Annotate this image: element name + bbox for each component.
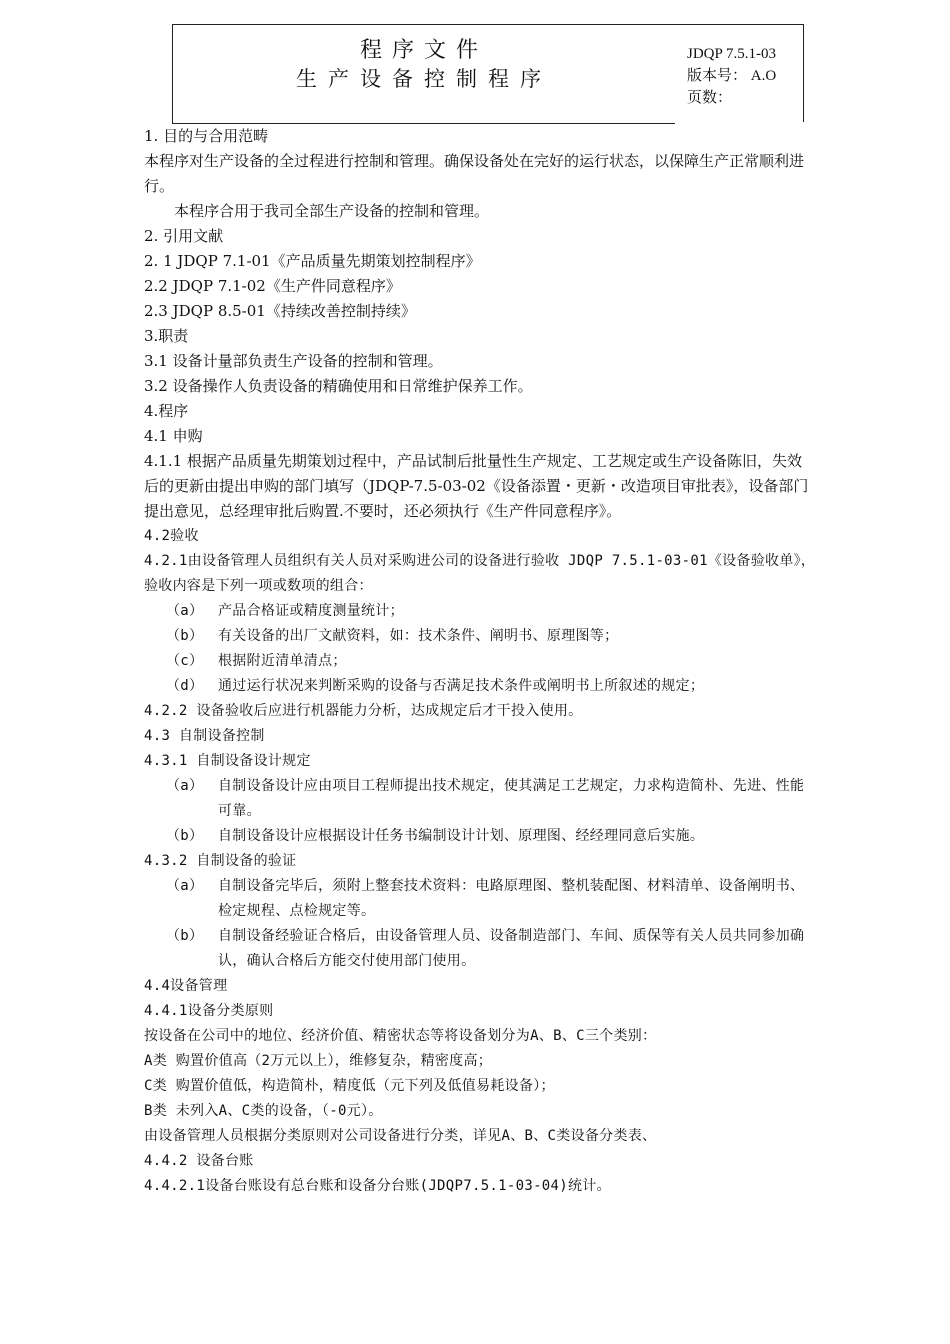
list-marker: （a） [166, 603, 204, 619]
header-meta [687, 43, 776, 109]
paragraph: 本程序对生产设备的全过程进行控制和管理。确保设备处在完好的运行状态，以保障生产正常顺利进行。 [144, 152, 805, 195]
list-text: 有关设备的出厂文献资料，如：技术条件、阐明书、原理图等； [218, 628, 619, 644]
document-body [144, 124, 816, 1199]
list-text: 自制设备经验证合格后，由设备管理人员、设备制造部门、车间、质保等有关人员共同参加确认，确认合格后方能交付使用部门使用。 [218, 928, 805, 969]
list-marker: （b） [166, 628, 204, 644]
paragraph: 由设备管理人员根据分类原则对公司设备进行分类，详见A、B、C类设备分类表、 [144, 1128, 657, 1144]
paragraph: 3.2 设备操作人负责设备的精确使用和日常维护保养工作。 [144, 377, 533, 395]
document-header [172, 24, 804, 124]
page-count: 页数： [687, 90, 733, 106]
reference-item: 2.3 JDQP 8.5-01《持续改善控制持续》 [144, 302, 416, 320]
version-number: 版本号： A.O [687, 68, 777, 84]
list-item [144, 924, 816, 974]
list-item [144, 874, 816, 924]
list-marker: （d） [166, 678, 204, 694]
list-item [144, 774, 816, 824]
list-item [144, 649, 816, 674]
subsection-heading: 4.3.1 自制设备设计规定 [144, 753, 311, 769]
header-subtitle: 生产设备控制程序 [296, 67, 552, 91]
list-text: 产品合格证或精度测量统计； [218, 603, 404, 619]
paragraph: 本程序合用于我司全部生产设备的控制和管理。 [174, 202, 490, 220]
list-text: 根据附近清单清点； [218, 653, 347, 669]
list-marker: （b） [166, 828, 204, 844]
list-item [144, 824, 816, 849]
subsection-heading: 4.4设备管理 [144, 978, 228, 994]
list-text: 自制设备设计应由项目工程师提出技术规定，使其满足工艺规定，力求构造简朴、先进、性能可靠。 [218, 778, 805, 819]
paragraph: 3.1 设备计量部负责生产设备的控制和管理。 [144, 352, 443, 370]
list-text: 自制设备完毕后，须附上整套技术资料：电路原理图、整机装配图、材料清单、设备阐明书、检定规程、点检规定等。 [218, 878, 805, 919]
section-heading: 2. 引用文献 [144, 227, 224, 245]
subsection-heading: 4.3 自制设备控制 [144, 728, 265, 744]
list-text: 通过运行状况来判断采购的设备与否满足技术条件或阐明书上所叙述的规定； [218, 678, 705, 694]
paragraph: 4.1.1 根据产品质量先期策划过程中，产品试制后批量性生产规定、工艺规定或生产设备陈旧，失效后的更新由提出申购的部门填写（JDQP-7.5-03-02《设备添置・更新・改造项目审批表》，设备部门提出意见，总经理审批后购置.不要时，还必须执行《生产件同意程序》。 [144, 452, 809, 520]
subsection-heading: 4.2验收 [144, 528, 199, 544]
list-marker: （b） [166, 928, 204, 944]
paragraph: 4.4.2.1设备台账设有总台账和设备分台账(JDQP7.5.1-03-04)统计。 [144, 1178, 611, 1194]
list-marker: （c） [166, 653, 204, 669]
paragraph: 4.2.2 设备验收后应进行机器能力分析，达成规定后才干投入使用。 [144, 703, 583, 719]
subsection-heading: 4.3.2 自制设备的验证 [144, 853, 297, 869]
section-heading: 1. 目的与合用范畴 [144, 127, 269, 145]
list-text: 自制设备设计应根据设计任务书编制设计计划、原理图、经经理同意后实施。 [218, 828, 705, 844]
paragraph: 4.2.1由设备管理人员组织有关人员对采购进公司的设备进行验收 JDQP 7.5.1-03-01《设备验收单》，验收内容是下列一项或数项的组合： [144, 553, 816, 594]
paragraph: 按设备在公司中的地位、经济价值、精密状态等将设备划分为A、B、C三个类别： [144, 1028, 657, 1044]
category-line: A类 购置价值高（2万元以上），维修复杂，精密度高； [144, 1053, 493, 1069]
subsection-heading: 4.4.2 设备台账 [144, 1153, 254, 1169]
header-title: 程序文件 [359, 38, 488, 63]
reference-item: 2. 1 JDQP 7.1-01《产品质量先期策划控制程序》 [144, 252, 481, 270]
reference-item: 2.2 JDQP 7.1-02《生产件同意程序》 [144, 277, 401, 295]
category-line: C类 购置价值低，构造简朴，精度低（元下列及低值易耗设备）； [144, 1078, 555, 1094]
subsection-heading: 4.1 申购 [144, 427, 203, 445]
list-item [144, 624, 816, 649]
subsection-heading: 4.4.1设备分类原则 [144, 1003, 274, 1019]
list-marker: （a） [166, 878, 204, 894]
section-heading: 4.程序 [144, 402, 189, 420]
list-marker: （a） [166, 778, 204, 794]
document-number: JDQP 7.5.1-03 [687, 46, 777, 62]
category-line: B类 未列入A、C类的设备，（-0元）。 [144, 1103, 383, 1119]
list-item [144, 674, 816, 699]
section-heading: 3.职责 [144, 327, 189, 345]
list-item [144, 599, 816, 624]
